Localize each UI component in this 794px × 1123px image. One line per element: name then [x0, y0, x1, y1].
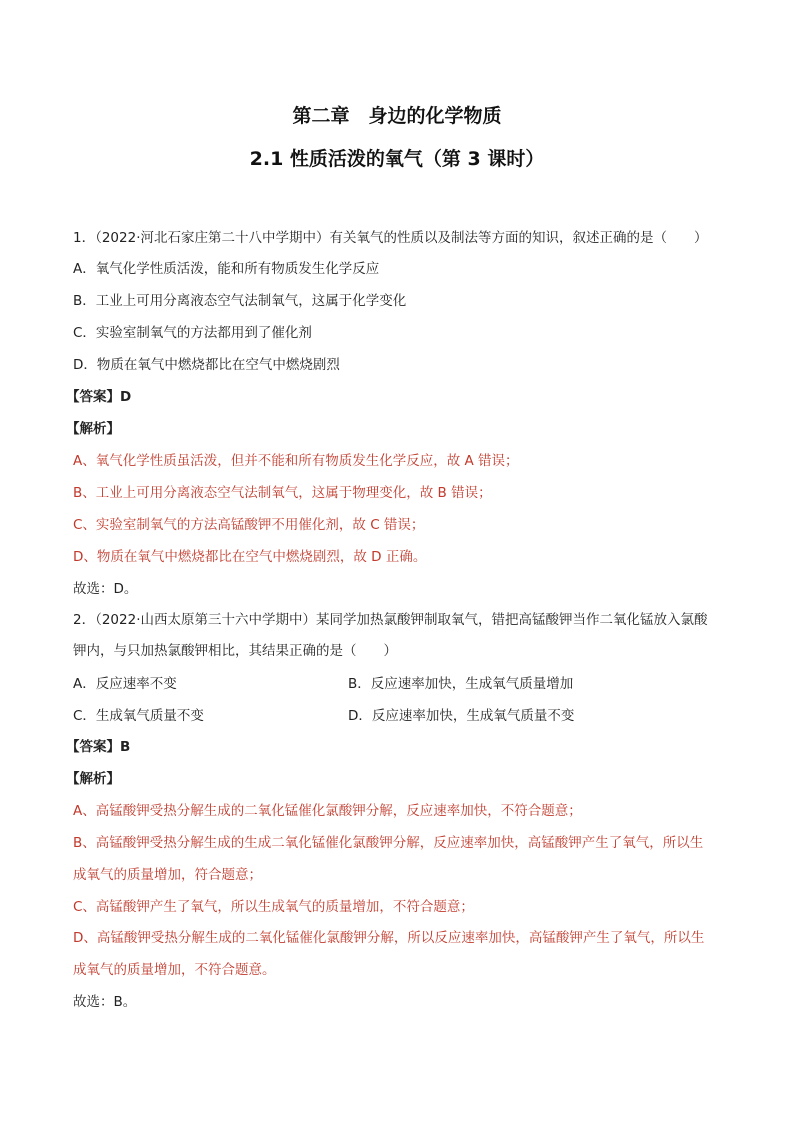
question-2-option-d: D．反应速率加快，生成氧气质量不变 — [348, 708, 575, 724]
question-2-option-a: A．反应速率不变 — [73, 676, 177, 692]
question-1-option-c: C．实验室制氧气的方法都用到了催化剂 — [73, 325, 312, 341]
question-2-stem-line-2: 钾内，与只加热氯酸钾相比，其结果正确的是（ ） — [73, 643, 397, 659]
question-1-option-d: D．物质在氧气中燃烧都比在空气中燃烧剧烈 — [73, 357, 340, 373]
question-1-option-b: B．工业上可用分离液态空气法制氧气，这属于化学变化 — [73, 293, 407, 309]
question-2-analysis-b-line-1: B、高锰酸钾受热分解生成的生成二氧化锰催化氯酸钾分解，反应速率加快，高锰酸钾产生了氧气，所以生 — [73, 835, 704, 851]
question-1-option-a: A．氧气化学性质活泼，能和所有物质发生化学反应 — [73, 261, 380, 277]
question-2-analysis-a: A、高锰酸钾受热分解生成的二氧化锰催化氯酸钾分解，反应速率加快，不符合题意； — [73, 803, 582, 819]
question-2-option-c: C．生成氧气质量不变 — [73, 708, 204, 724]
question-1-analysis-d: D、物质在氧气中燃烧都比在空气中燃烧剧烈，故 D 正确。 — [73, 549, 427, 565]
chapter-title: 第二章 身边的化学物质 — [292, 105, 502, 127]
question-2-option-b: B．反应速率加快，生成氧气质量增加 — [348, 676, 574, 692]
question-2-answer: 【答案】B — [66, 739, 131, 755]
question-2-analysis-d-line-2: 成氧气的质量增加，不符合题意。 — [73, 962, 276, 978]
question-1-analysis-label: 【解析】 — [66, 421, 120, 437]
question-1-conclusion: 故选：D。 — [73, 581, 138, 597]
question-2-analysis-c: C、高锰酸钾产生了氧气，所以生成氧气的质量增加，不符合题意； — [73, 899, 474, 915]
question-2-analysis-label: 【解析】 — [66, 771, 120, 787]
question-1-analysis-c: C、实验室制氧气的方法高锰酸钾不用催化剂，故 C 错误； — [73, 517, 425, 533]
question-1-analysis-b: B、工业上可用分离液态空气法制氧气，这属于物理变化，故 B 错误； — [73, 485, 492, 501]
question-1-answer: 【答案】D — [66, 389, 132, 405]
lesson-title: 2.1 性质活泼的氧气（第 3 课时） — [249, 148, 545, 170]
question-1-analysis-a: A、氧气化学性质虽活泼，但并不能和所有物质发生化学反应，故 A 错误； — [73, 453, 519, 469]
question-2-conclusion: 故选：B。 — [73, 994, 137, 1010]
question-1-stem: 1．（2022·河北石家庄第二十八中学期中）有关氧气的性质以及制法等方面的知识，叙述正确的是（ ） — [73, 230, 708, 246]
question-2-analysis-b-line-2: 成氧气的质量增加，符合题意； — [73, 867, 262, 883]
question-2-stem-line-1: 2．（2022·山西太原第三十六中学期中）某同学加热氯酸钾制取氧气，错把高锰酸钾当作二氧化锰放入氯酸 — [73, 612, 708, 628]
question-2-analysis-d-line-1: D、高锰酸钾受热分解生成的二氧化锰催化氯酸钾分解，所以反应速率加快，高锰酸钾产生了氧气，所以生 — [73, 930, 705, 946]
